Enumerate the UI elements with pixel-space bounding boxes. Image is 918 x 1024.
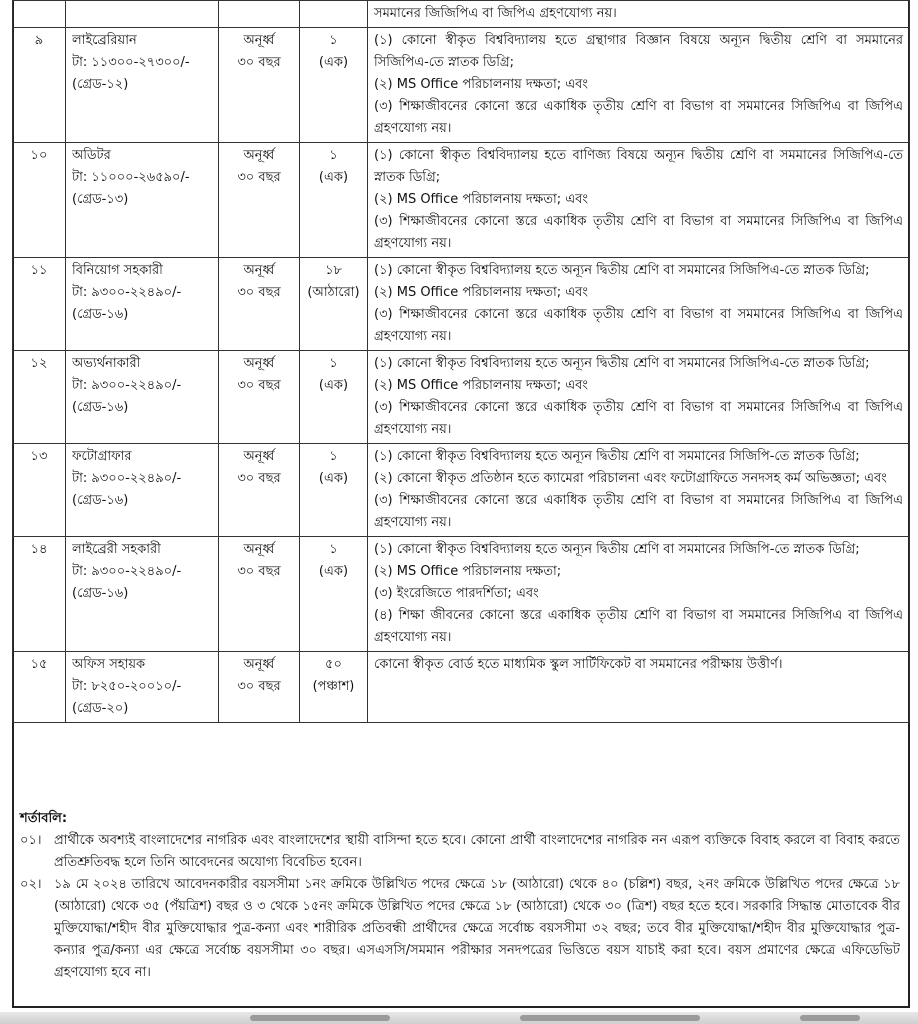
post-count-cell: [300, 537, 368, 652]
terms-section: [20, 808, 900, 984]
age-limit-cell: [219, 444, 300, 537]
age-limit-text: অনূর্ধ্ব: [243, 148, 275, 163]
qualification-cell: [368, 258, 910, 351]
table-row: [13, 143, 910, 258]
age-limit-cell: [219, 143, 300, 258]
pay-scale: টা: ৯৩০০-২২৪৯০/-: [72, 564, 182, 579]
strip-mark: [800, 1015, 860, 1021]
age-limit-text: ৩০ বছর: [237, 170, 281, 185]
post-count-text: ১: [329, 356, 338, 371]
post-name-cell: [66, 351, 219, 444]
grade: (গ্রেড-১২): [72, 77, 129, 92]
post-name: অডিটর: [72, 148, 111, 163]
post-count-text: ১: [329, 148, 338, 163]
term-number: ০২।: [20, 877, 42, 892]
age-limit-cell: [219, 258, 300, 351]
age-limit-text: অনূর্ধ্ব: [243, 657, 275, 672]
term-text: ১৯ মে ২০২৪ তারিখে আবেদনকারীর বয়সসীমা ১নং ক্রমিকে উল্লিখিত পদের ক্ষেত্রে ১৮ (আঠারো) থেকে ৪০ (চল্লিশ) বছর, ২নং ক্রমিকে উল্লিখিত পদের ক্ষেত্রে ১৮ (আঠারো) থেকে ৩৫ (পঁয়ত্রিশ) বছর ও ৩ থেকে ১৫নং ক্রমিকে উল্লিখিত পদের ক্ষেত্রে ১৮ (আঠারো) থেকে ৩০ (ত্রিশ) বছর হতে হবে। সরকারি সিদ্ধান্ত মোতাবেক বীর মুক্তিযোদ্ধা/শহীদ বীর মুক্তিযোদ্ধার পুত্র-কন্যা এবং শারীরিক প্রতিবন্ধী প্রার্থীদের ক্ষেত্রে সর্বোচ্চ বয়সসীমা ৩২ বছর; তবে বীর মুক্তিযোদ্ধা/শহীদ বীর মুক্তিযোদ্ধার পুত্র-কন্যার পুত্র/কন্যা এর ক্ষেত্রে সর্বোচ্চ বয়সসীমা ৩০ বছর। এসএসসি/সমমান পরীক্ষার সনদপত্রের ভিত্তিতে বয়স যাচাই করা হবে। বয়স প্রমাণের ক্ষেত্রে এফিডেভিট গ্রহণযোগ্য হবে না।: [54, 877, 900, 980]
table-row: [13, 258, 910, 351]
qualification-line: (৩) ইংরেজিতে পারদর্শিতা; এবং: [374, 586, 539, 601]
age-limit-cell: [219, 1, 300, 28]
post-name-cell: [66, 652, 219, 723]
post-count-cell: [300, 143, 368, 258]
qualification-line: (২) MS Office পরিচালনায় দক্ষতা; এবং: [374, 285, 589, 300]
qualification-line: (১) কোনো স্বীকৃত বিশ্ববিদ্যালয় হতে বাণিজ্য বিষয়ে অন্যূন দ্বিতীয় শ্রেণি বা সমমানের সিজিপিএ-তে স্নাতক ডিগ্রি;: [374, 148, 903, 185]
post-name: অফিস সহায়ক: [72, 657, 146, 672]
term-item: [20, 874, 900, 984]
sl-cell: [13, 537, 66, 652]
age-limit-text: ৩০ বছর: [237, 55, 281, 70]
age-limit-text: অনূর্ধ্ব: [243, 356, 275, 371]
age-limit-text: ৩০ বছর: [237, 378, 281, 393]
post-name-cell: [66, 1, 219, 28]
post-count-text: ১: [329, 449, 338, 464]
post-count-text: (এক): [318, 471, 349, 486]
qualification-cell: [368, 28, 910, 143]
post-count-text: ১৮: [325, 263, 342, 278]
serial-number: ৯: [34, 33, 44, 48]
pay-scale: টা: ১১০০০-২৬৫৯০/-: [72, 170, 190, 185]
table-row: [13, 652, 910, 723]
pay-scale: টা: ৯৩০০-২২৪৯০/-: [72, 378, 182, 393]
post-name: লাইব্রেরী সহকারী: [72, 542, 161, 557]
serial-number: ১১: [30, 263, 48, 278]
age-limit-text: ৩০ বছর: [237, 679, 281, 694]
age-limit-text: ৩০ বছর: [237, 285, 281, 300]
strip-mark: [520, 1015, 700, 1021]
age-limit-cell: [219, 351, 300, 444]
age-limit-cell: [219, 28, 300, 143]
grade: (গ্রেড-১৬): [72, 586, 129, 601]
table-row-fragment: [13, 1, 910, 28]
post-name-cell: [66, 28, 219, 143]
posts-table-body: [13, 1, 910, 723]
post-name: বিনিয়োগ সহকারী: [72, 263, 163, 278]
grade: (গ্রেড-১৬): [72, 400, 129, 415]
qualification-cell: [368, 143, 910, 258]
age-limit-text: অনূর্ধ্ব: [243, 542, 275, 557]
post-count-text: ৫০: [325, 657, 342, 672]
post-count-text: (পঞ্চাশ): [312, 679, 355, 694]
qualification-line: (২) কোনো স্বীকৃত প্রতিষ্ঠান হতে ক্যামেরা পরিচালনা এবং ফটোগ্রাফিতে সনদসহ কর্ম অভিজ্ঞতা; এবং: [374, 471, 887, 486]
grade: (গ্রেড-১৬): [72, 493, 129, 508]
post-count-cell: [300, 28, 368, 143]
post-name: লাইব্রেরিয়ান: [72, 33, 137, 48]
post-name: অভ্যর্থনাকারী: [72, 356, 141, 371]
term-number: ০১।: [20, 833, 42, 848]
scan-bottom-strip: [0, 1012, 918, 1024]
post-count-cell: [300, 444, 368, 537]
post-count-cell: [300, 258, 368, 351]
qualification-line: (৩) শিক্ষাজীবনের কোনো স্তরে একাধিক তৃতীয় শ্রেণি বা বিভাগ বা সমমানের সিজিপিএ বা জিপিএ গ্রহণযোগ্য নয়।: [374, 99, 903, 136]
qualification-cell: [368, 652, 910, 723]
post-count-text: (এক): [318, 378, 349, 393]
serial-number: ১০: [30, 148, 48, 163]
qualification-line: (২) MS Office পরিচালনায় দক্ষতা; এবং: [374, 77, 589, 92]
grade: (গ্রেড-১৬): [72, 307, 129, 322]
grade: (গ্রেড-১৩): [72, 192, 129, 207]
post-count-cell: [300, 351, 368, 444]
sl-cell: [13, 351, 66, 444]
pay-scale: টা: ৮২৫০-২০০১০/-: [72, 679, 182, 694]
qualification-line: (১) কোনো স্বীকৃত বিশ্ববিদ্যালয় হতে গ্রন্থাগার বিজ্ঞান বিষয়ে অন্যূন দ্বিতীয় শ্রেণি বা সমমানের সিজিপিএ-তে স্নাতক ডিগ্রি;: [374, 33, 903, 70]
age-limit-cell: [219, 537, 300, 652]
qualification-line: (২) MS Office পরিচালনায় দক্ষতা; এবং: [374, 192, 589, 207]
qualification-line: (১) কোনো স্বীকৃত বিশ্ববিদ্যালয় হতে অন্যূন দ্বিতীয় শ্রেণি বা সমমানের সিজিপি-তে স্নাতক ডিগ্রি;: [374, 542, 860, 557]
table-row: [13, 444, 910, 537]
sl-cell: [13, 143, 66, 258]
terms-heading: শর্তাবলি:: [20, 811, 68, 826]
post-count-text: ১: [329, 33, 338, 48]
qualification-cell: [368, 1, 910, 28]
term-item: [20, 830, 900, 874]
qualification-line: সমমানের জিজিপিএ বা জিপিএ গ্রহণযোগ্য নয়।: [374, 6, 617, 21]
post-count-text: ১: [329, 542, 338, 557]
post-name-cell: [66, 258, 219, 351]
table-row: [13, 537, 910, 652]
qualification-line: (৩) শিক্ষাজীবনের কোনো স্তরে একাধিক তৃতীয় শ্রেণি বা বিভাগ বা সমমানের সিজিপিএ বা জিপিএ গ্রহণযোগ্য নয়।: [374, 307, 903, 344]
serial-number: ১৫: [30, 657, 48, 672]
post-count-text: (আঠারো): [307, 285, 360, 300]
age-limit-cell: [219, 652, 300, 723]
qualification-line: (৩) শিক্ষাজীবনের কোনো স্তরে একাধিক তৃতীয় শ্রেণি বা বিভাগ বা সমমানের সিজিপিএ বা জিপিএ গ্রহণযোগ্য নয়।: [374, 493, 903, 530]
grade: (গ্রেড-২০): [72, 701, 129, 716]
post-count-text: (এক): [318, 170, 349, 185]
qualification-line: কোনো স্বীকৃত বোর্ড হতে মাধ্যমিক স্কুল সার্টিফিকেট বা সমমানের পরীক্ষায় উত্তীর্ণ।: [374, 657, 783, 672]
qualification-line: (১) কোনো স্বীকৃত বিশ্ববিদ্যালয় হতে অন্যূন দ্বিতীয় শ্রেণি বা সমমানের সিজিপিএ-তে স্নাতক ডিগ্রি;: [374, 356, 870, 371]
post-count-text: (এক): [318, 55, 349, 70]
term-text: প্রার্থীকে অবশ্যই বাংলাদেশের নাগরিক এবং বাংলাদেশের স্থায়ী বাসিন্দা হতে হবে। কোনো প্রার্থী বাংলাদেশের নাগরিক নন এরূপ ব্যক্তিকে বিবাহ করলে বা বিবাহ করতে প্রতিশ্রুতিবদ্ধ হলে তিনি আবেদনের অযোগ্য বিবেচিত হবেন।: [54, 833, 900, 870]
sl-cell: [13, 1, 66, 28]
post-count-cell: [300, 1, 368, 28]
serial-number: ১২: [30, 356, 48, 371]
qualification-line: (৪) শিক্ষা জীবনের কোনো স্তরে একাধিক তৃতীয় শ্রেণি বা বিভাগ বা সমমানের সিজিপিএ বা জিপিএ গ্রহণযোগ্য নয়।: [374, 608, 903, 645]
sl-cell: [13, 652, 66, 723]
post-name-cell: [66, 537, 219, 652]
post-count-cell: [300, 652, 368, 723]
age-limit-text: ৩০ বছর: [237, 564, 281, 579]
qualification-line: (২) MS Office পরিচালনায় দক্ষতা;: [374, 564, 562, 579]
post-name-cell: [66, 444, 219, 537]
qualification-line: (৩) শিক্ষাজীবনের কোনো স্তরে একাধিক তৃতীয় শ্রেণি বা বিভাগ বা সমমানের সিজিপিএ বা জিপিএ গ্রহণযোগ্য নয়।: [374, 214, 903, 251]
pay-scale: টা: ৯৩০০-২২৪৯০/-: [72, 285, 182, 300]
table-row: [13, 351, 910, 444]
serial-number: ১৪: [30, 542, 48, 557]
posts-table: [12, 0, 910, 723]
pay-scale: টা: ৯৩০০-২২৪৯০/-: [72, 471, 182, 486]
qualification-line: (২) MS Office পরিচালনায় দক্ষতা; এবং: [374, 378, 589, 393]
table-row: [13, 28, 910, 143]
pay-scale: টা: ১১৩০০-২৭৩০০/-: [72, 55, 190, 70]
sl-cell: [13, 28, 66, 143]
post-name: ফটোগ্রাফার: [72, 449, 132, 464]
serial-number: ১৩: [30, 449, 48, 464]
qualification-cell: [368, 351, 910, 444]
sl-cell: [13, 444, 66, 537]
qualification-line: (৩) শিক্ষাজীবনের কোনো স্তরে একাধিক তৃতীয় শ্রেণি বা বিভাগ বা সমমানের সিজিপিএ বা জিপিএ গ্রহণযোগ্য নয়।: [374, 400, 903, 437]
qualification-cell: [368, 537, 910, 652]
qualification-line: (১) কোনো স্বীকৃত বিশ্ববিদ্যালয় হতে অন্যূন দ্বিতীয় শ্রেণি বা সমমানের সিজিপি-তে স্নাতক ডিগ্রি;: [374, 449, 860, 464]
qualification-line: (১) কোনো স্বীকৃত বিশ্ববিদ্যালয় হতে অন্যূন দ্বিতীয় শ্রেণি বা সমমানের সিজিপিএ-তে স্নাতক ডিগ্রি;: [374, 263, 870, 278]
post-name-cell: [66, 143, 219, 258]
sl-cell: [13, 258, 66, 351]
age-limit-text: অনূর্ধ্ব: [243, 33, 275, 48]
post-count-text: (এক): [318, 564, 349, 579]
age-limit-text: ৩০ বছর: [237, 471, 281, 486]
age-limit-text: অনূর্ধ্ব: [243, 263, 275, 278]
strip-mark: [250, 1015, 390, 1021]
qualification-cell: [368, 444, 910, 537]
age-limit-text: অনূর্ধ্ব: [243, 449, 275, 464]
